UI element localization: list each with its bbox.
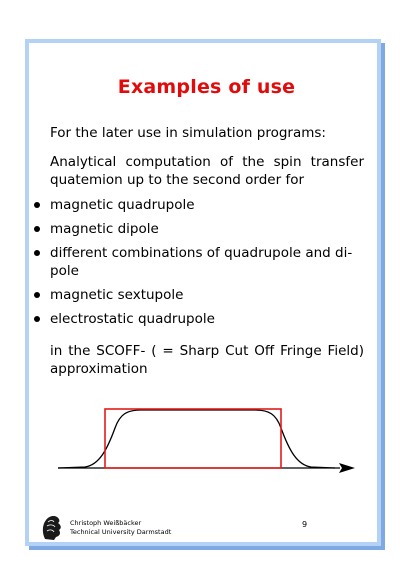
list-item-label: different combinations of quadrupole and di-pole [50,245,353,279]
bullet-dot-icon [34,316,40,322]
bullet-dot-icon [34,202,40,208]
closing-text: in the SCOFF- ( = Sharp Cut Off Fringe Field) approximation [50,343,364,377]
list-item-label: magnetic sextupole [50,287,184,303]
intro-text: For the later use in simulation programs: [50,125,326,141]
smooth-profile-curve [58,410,335,468]
bullet-dot-icon [34,250,40,256]
list-item [33,196,367,214]
bullet-dot-icon [34,292,40,298]
list-item-label: electrostatic quadrupole [50,311,215,327]
fringe-field-diagram [55,400,360,480]
list-item [33,244,367,280]
university-logo-icon [40,513,64,541]
list-item [33,310,367,328]
list-item [33,286,367,304]
bullet-list [33,196,367,334]
footer-institution: Technical University Darmstadt [70,528,172,536]
list-item-label: magnetic dipole [50,221,159,237]
slide-title: Examples of use [117,76,296,98]
bullet-dot-icon [34,226,40,232]
footer-credits [70,519,171,537]
statement-text: Analytical computation of the spin transfer quatemion up to the second order for [50,154,364,188]
axis-arrowhead-icon [339,463,355,473]
footer-author: Christoph Weißbäcker [70,519,142,527]
list-item [33,220,367,238]
page-number: 9 [302,520,308,529]
sharp-cutoff-rectangle [105,409,281,468]
list-item-label: magnetic quadrupole [50,197,195,213]
